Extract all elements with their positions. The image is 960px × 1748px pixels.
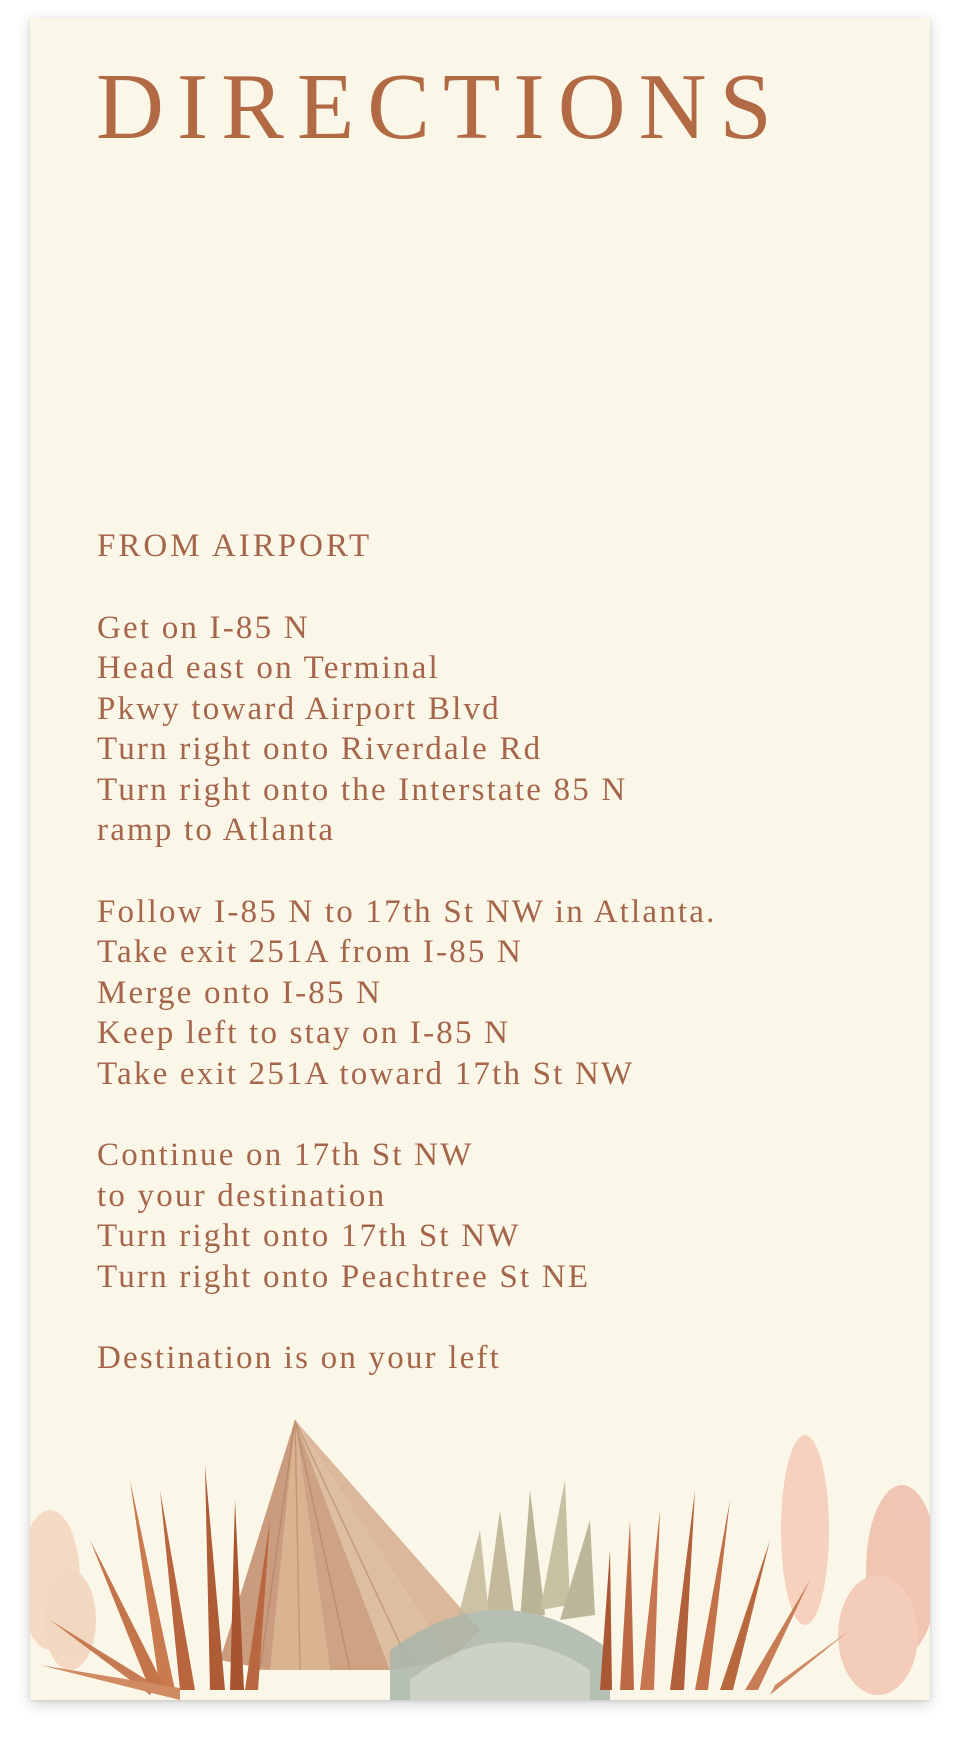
- direction-line: Turn right onto Peachtree St NE: [97, 1258, 591, 1295]
- spacer: [97, 851, 897, 892]
- direction-line: Get on I-85 N: [97, 609, 310, 646]
- direction-line: Turn right onto 17th St NW: [97, 1218, 521, 1254]
- direction-line: to your destination: [97, 1177, 387, 1214]
- spacer: [97, 1297, 897, 1338]
- direction-line: Turn right onto the Interstate 85 N: [97, 771, 628, 808]
- pampas-right: [781, 1435, 930, 1695]
- section-heading: FROM AIRPORT: [97, 528, 373, 564]
- directions-paragraph-4: [97, 1338, 897, 1379]
- directions-paragraph-3: [97, 1135, 897, 1297]
- direction-line: Destination is on your left: [97, 1340, 502, 1376]
- direction-line: Continue on 17th St NW: [97, 1137, 474, 1173]
- directions-body: [97, 526, 897, 1379]
- directions-paragraph-1: [97, 608, 897, 851]
- palm-leaves-illustration: [30, 1420, 930, 1700]
- directions-paragraph-2: [97, 892, 897, 1095]
- card-title: DIRECTIONS: [96, 55, 785, 159]
- direction-line: Merge onto I-85 N: [97, 974, 383, 1011]
- direction-line: Follow I-85 N to 17th St NW in Atlanta.: [97, 893, 717, 930]
- direction-line: Take exit 251A from I-85 N: [97, 934, 524, 970]
- direction-line: Turn right onto Riverdale Rd: [97, 731, 543, 767]
- direction-line: ramp to Atlanta: [97, 812, 336, 848]
- direction-line: Head east on Terminal: [97, 650, 440, 686]
- spacer: [97, 1094, 897, 1135]
- spacer: [97, 567, 897, 608]
- direction-line: Take exit 251A toward 17th St NW: [97, 1055, 635, 1092]
- directions-card: [30, 18, 930, 1700]
- direction-line: Keep left to stay on I-85 N: [97, 1015, 511, 1051]
- direction-line: Pkwy toward Airport Blvd: [97, 690, 501, 727]
